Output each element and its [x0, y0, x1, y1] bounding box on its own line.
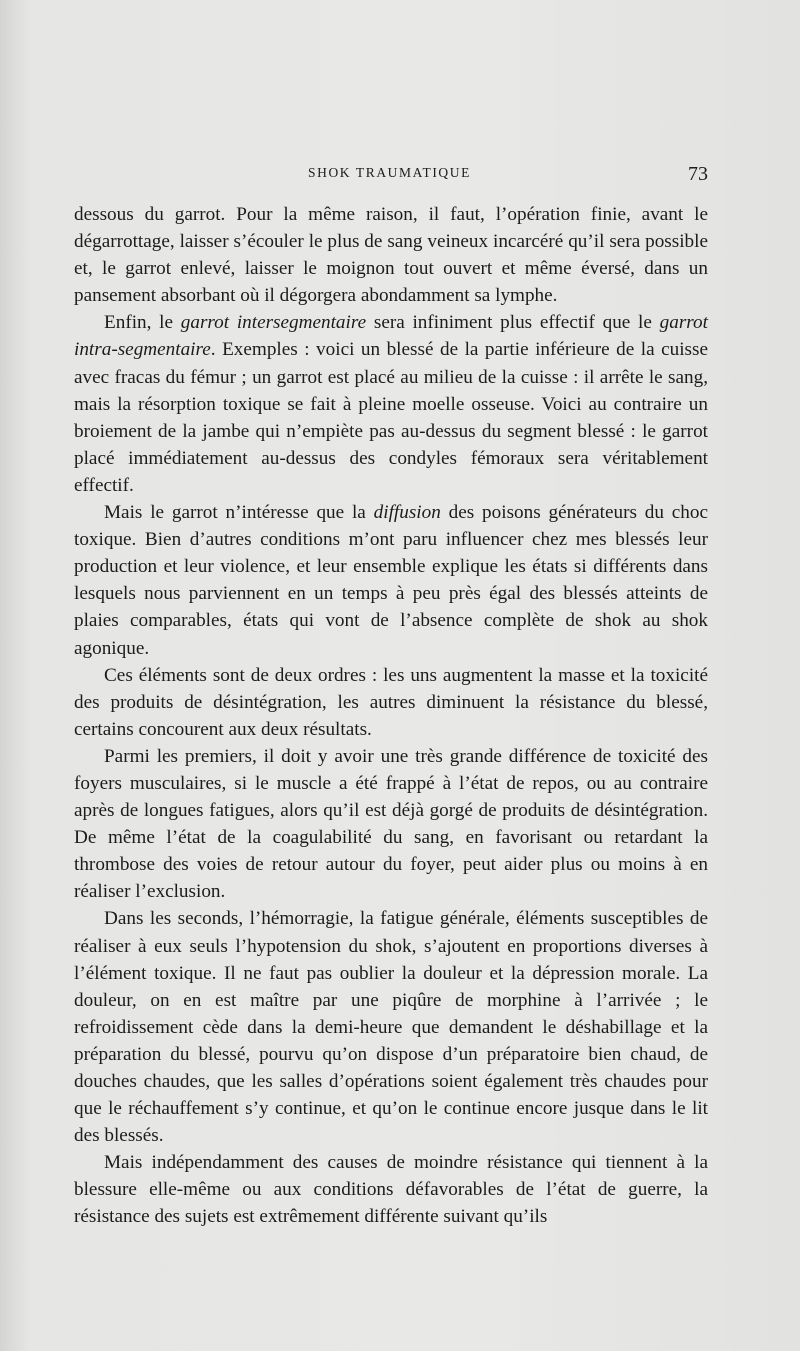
- paragraph: [74, 743, 708, 906]
- italic-text: garrot intersegmentaire: [180, 312, 367, 334]
- paragraph: [74, 309, 708, 499]
- text-run: Mais le garrot n’intéresse que la: [104, 502, 374, 524]
- italic-text: garrot intra-segmentaire: [74, 312, 708, 361]
- text-run: Enfin, le: [104, 312, 181, 334]
- text-run: dessous du garrot. Pour la même raison, il faut, l’opération finie, avant le dégarrottage, laisser s’écouler le plus de sang veineux incarcéré qu’il sera possible et, le garrot enlevé, laisser le moignon tout ouvert et même éversé, dans un pansement absorbant où il dégorgera abondamment sa lymphe.: [74, 204, 708, 307]
- body-text: [74, 201, 708, 1231]
- paragraph: [74, 499, 708, 662]
- text-run: Dans les seconds, l’hémorragie, la fatigue générale, éléments susceptibles de réaliser à eux seuls l’hypotension du shok, s’ajoutent en proportions diverses à l’élément toxique. Il ne faut pas oublier la douleur et la dépression morale. La douleur, on en est maître par une piqûre de morphine à l’arrivée ; le refroidissement cède dans la demi-heure que demandent le déshabillage et la préparation du blessé, pourvu qu’on dispose d’un préparatoire bien chaud, de douches chaudes, que les salles d’opérations soient également très chaudes pour que le réchauffement s’y continue, et qu’on le continue encore jusque dans le lit des blessés.: [74, 908, 708, 1147]
- running-title: SHOK TRAUMATIQUE: [308, 165, 471, 180]
- page-number: 73: [688, 163, 708, 185]
- paragraph: [74, 662, 708, 743]
- text-run: des poisons générateurs du choc toxique. Bien d’autres conditions m’ont paru influencer chez mes blessés leur production et leur violence, et leur ensemble explique les états si différents dans lesquels nous parviennent en un temps à peu près égal des blessés atteints de plaies comparables, états qui vont de l’absence complète de shok au shok agonique.: [74, 502, 708, 659]
- paragraph: [74, 201, 708, 309]
- paragraph: [74, 1149, 708, 1230]
- text-run: Mais indépendamment des causes de moindre résistance qui tiennent à la blessure elle-même ou aux conditions défavorables de l’état de guerre, la résistance des sujets est extrêmement différente suivant qu’ils: [74, 1152, 708, 1228]
- paragraph: [74, 905, 708, 1149]
- italic-text: diffusion: [373, 502, 441, 524]
- running-header: [0, 163, 800, 187]
- text-run: sera infiniment plus effectif que le: [366, 312, 660, 334]
- text-run: . Exemples : voici un blessé de la partie inférieure de la cuisse avec fracas du fémur ; un garrot est placé au milieu de la cuisse : il arrête le sang, mais la résorption toxique se fait à pleine moelle osseuse. Voici au contraire un broiement de la jambe qui n’empiète pas au-dessus du segment blessé : le garrot placé immédiatement au-dessus des condyles fémoraux sera véritablement effectif.: [74, 339, 708, 496]
- text-run: Ces éléments sont de deux ordres : les uns augmentent la masse et la toxicité des produits de désintégration, les autres diminuent la résistance du blessé, certains concourent aux deux résultats.: [74, 664, 708, 740]
- text-run: Parmi les premiers, il doit y avoir une très grande différence de toxicité des foyers musculaires, si le muscle a été frappé à l’état de repos, ou au contraire après de longues fatigues, alors qu’il est déjà gorgé de produits de désintégration. De même l’état de la coagulabilité du sang, en favorisant ou retardant la thrombose des voies de retour autour du foyer, peut aider plus ou moins à en réaliser l’exclusion.: [74, 745, 708, 903]
